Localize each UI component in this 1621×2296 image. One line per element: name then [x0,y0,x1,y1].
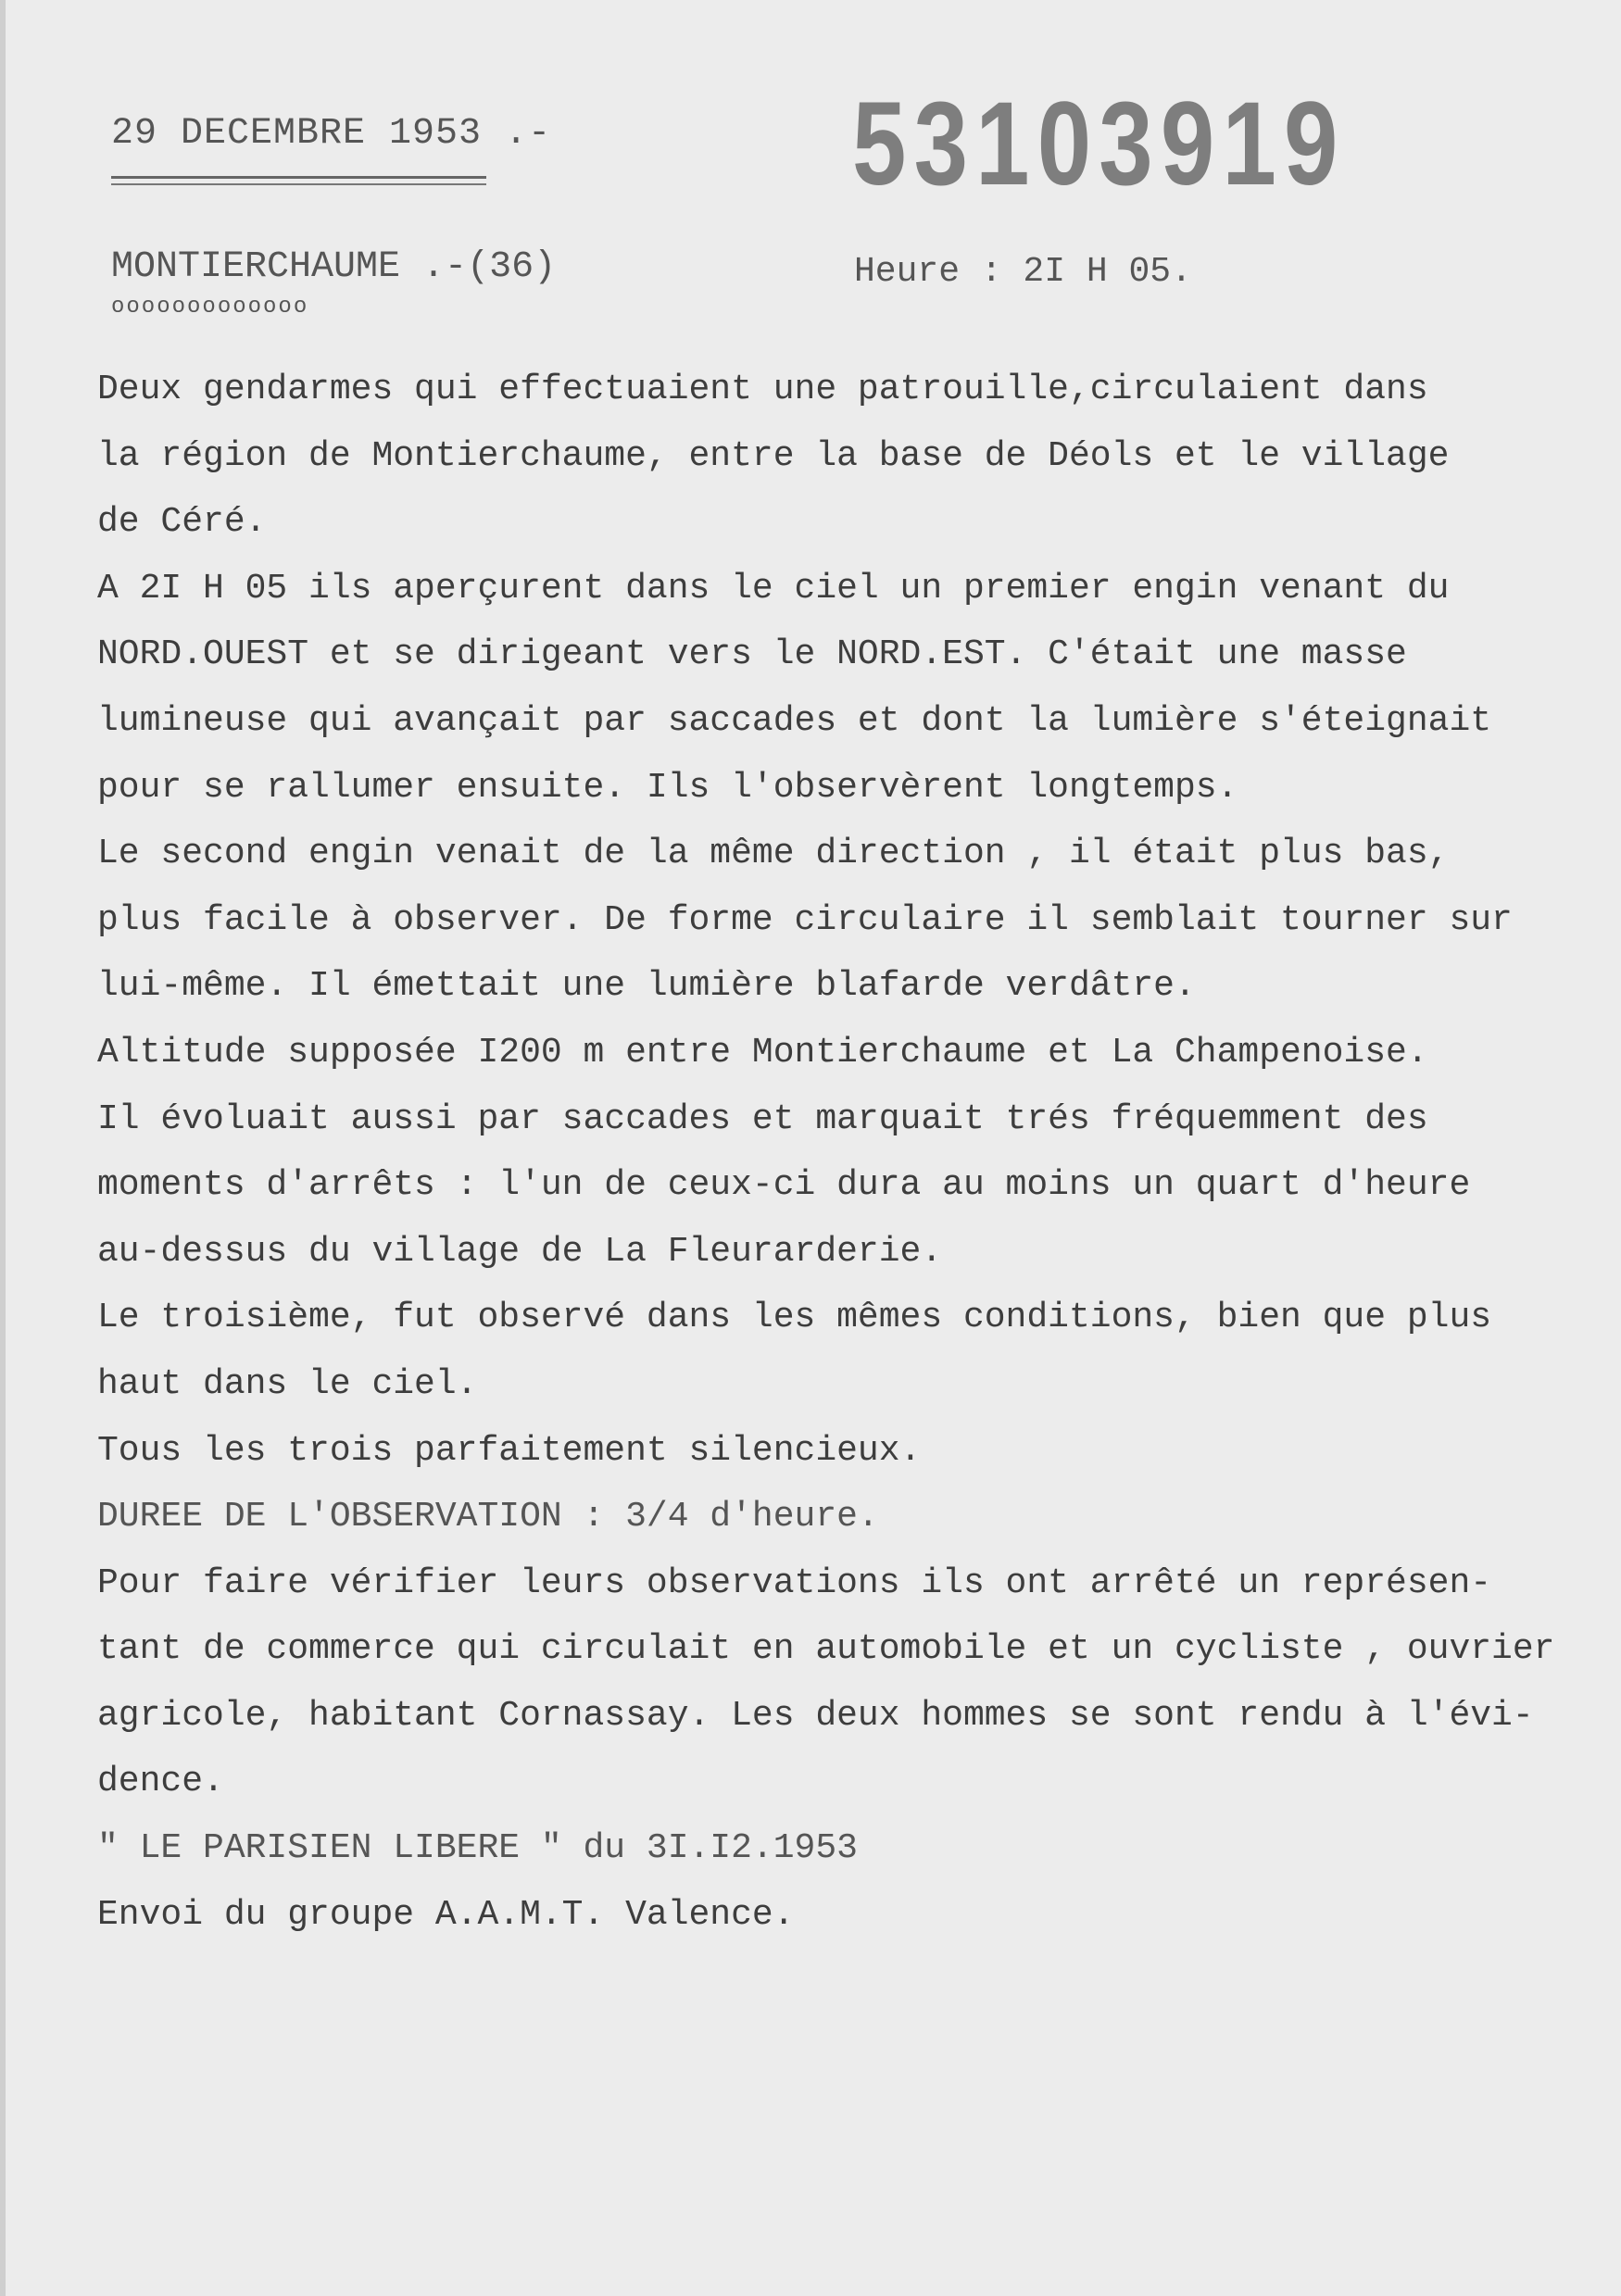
text-line: pour se rallumer ensuite. Ils l'observèrent longtemps. [97,767,1238,808]
text-line: moments d'arrêts : l'un de ceux-ci dura au moins un quart d'heure [97,1165,1471,1206]
place-underline-dots: ooooooooooooo [111,295,309,320]
text-line: Deux gendarmes qui effectuaient une patrouille,circulaient dans [97,370,1428,409]
text-line: Pour faire vérifier leurs observations ils ont arrêté un représen- [97,1562,1492,1603]
text-line: Le second engin venait de la même direction , il était plus bas, [97,834,1450,874]
text-line: de Céré. [97,502,267,543]
date-underline [111,176,486,179]
text-line: dence. [97,1762,224,1802]
stamp-number: 53103919 [852,78,1346,210]
text-line: plus facile à observer. De forme circulaire il semblait tourner sur [97,899,1513,940]
text-line: NORD.OUEST et se dirigeant vers le NORD.EST. C'était une masse [97,634,1407,675]
text-line: au-dessus du village de La Fleurarderie. [97,1231,943,1272]
page-edge [0,0,6,2296]
text-line: Tous les trois parfaitement silencieux. [97,1430,922,1471]
text-line: agricole, habitant Cornassay. Les deux hommes se sont rendu à l'évi- [97,1695,1534,1736]
text-line: " LE PARISIEN LIBERE " du 3I.I2.1953 [97,1828,858,1869]
text-line: Le troisième, fut observé dans les mêmes conditions, bien que plus [97,1298,1492,1338]
text-line: lui-même. Il émettait une lumière blafarde verdâtre. [97,966,1196,1007]
text-line: la région de Montierchaume, entre la base de Déols et le village [97,435,1450,476]
date-underline-second [111,183,486,185]
text-line: Il évoluait aussi par saccades et marquait trés fréquemment des [97,1098,1428,1139]
report-body [97,357,1616,1948]
text-line: lumineuse qui avançait par saccades et dont la lumière s'éteignait [97,700,1492,741]
text-line: tant de commerce qui circulait en automobile et un cycliste , ouvrier [97,1629,1555,1670]
text-line: Altitude supposée I200 m entre Montierchaume et La Champenoise. [97,1032,1428,1073]
text-line: Envoi du groupe A.A.M.T. Valence. [97,1894,795,1935]
place-heading: MONTIERCHAUME .-(36) [111,246,557,288]
text-line: DUREE DE L'OBSERVATION : 3/4 d'heure. [97,1497,879,1537]
document-date: 29 DECEMBRE 1953 .- [111,113,552,155]
time-heading: Heure : 2I H 05. [854,252,1192,292]
text-line: haut dans le ciel. [97,1363,478,1404]
text-line: A 2I H 05 ils aperçurent dans le ciel un premier engin venant du [97,568,1450,609]
